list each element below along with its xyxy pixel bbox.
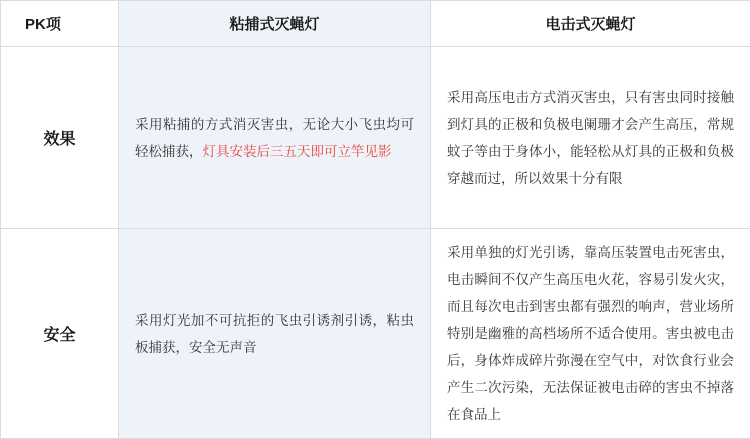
header-cell-pk-label: PK项 — [1, 1, 119, 47]
header-cell-sticky-lamp: 粘捕式灭蝇灯 — [119, 1, 431, 47]
table-row-safety — [1, 229, 750, 439]
header-cell-electric-lamp: 电击式灭蝇灯 — [431, 1, 750, 47]
sticky-safety-text — [135, 307, 414, 361]
category-cell-safety: 安全 — [1, 229, 119, 439]
sticky-effect-text-normal: 采用粘捕的方式消灭害虫，无论大小飞虫均可轻松捕获， — [135, 116, 414, 159]
sticky-safety-cell — [119, 229, 431, 439]
category-cell-effect: 效果 — [1, 47, 119, 229]
sticky-safety-text-normal: 采用灯光加不可抗拒的飞虫引诱剂引诱，粘虫板捕获，安全无声音 — [135, 312, 414, 355]
sticky-effect-text-highlight: 灯具安装后三五天即可立竿见影 — [202, 143, 392, 159]
table-row-effect — [1, 47, 750, 229]
electric-safety-cell: 采用单独的灯光引诱，靠高压装置电击死害虫，电击瞬间不仅产生高压电火花，容易引发火灾，而且每次电击到害虫都有强烈的响声，营业场所特别是幽雅的高档场所不适合使用。害虫被电击后，身体炸成碎片弥漫在空气中，对饮食行业会产生二次污染，无法保证被电击碎的害虫不掉落在食品上 — [431, 229, 750, 439]
sticky-effect-text — [135, 111, 414, 165]
table-header-row — [1, 1, 750, 47]
electric-effect-cell: 采用高压电击方式消灭害虫，只有害虫同时接触到灯具的正极和负极电阑珊才会产生高压，常规蚊子等由于身体小，能轻松从灯具的正极和负极穿越而过，所以效果十分有限 — [431, 47, 750, 229]
sticky-effect-cell — [119, 47, 431, 229]
